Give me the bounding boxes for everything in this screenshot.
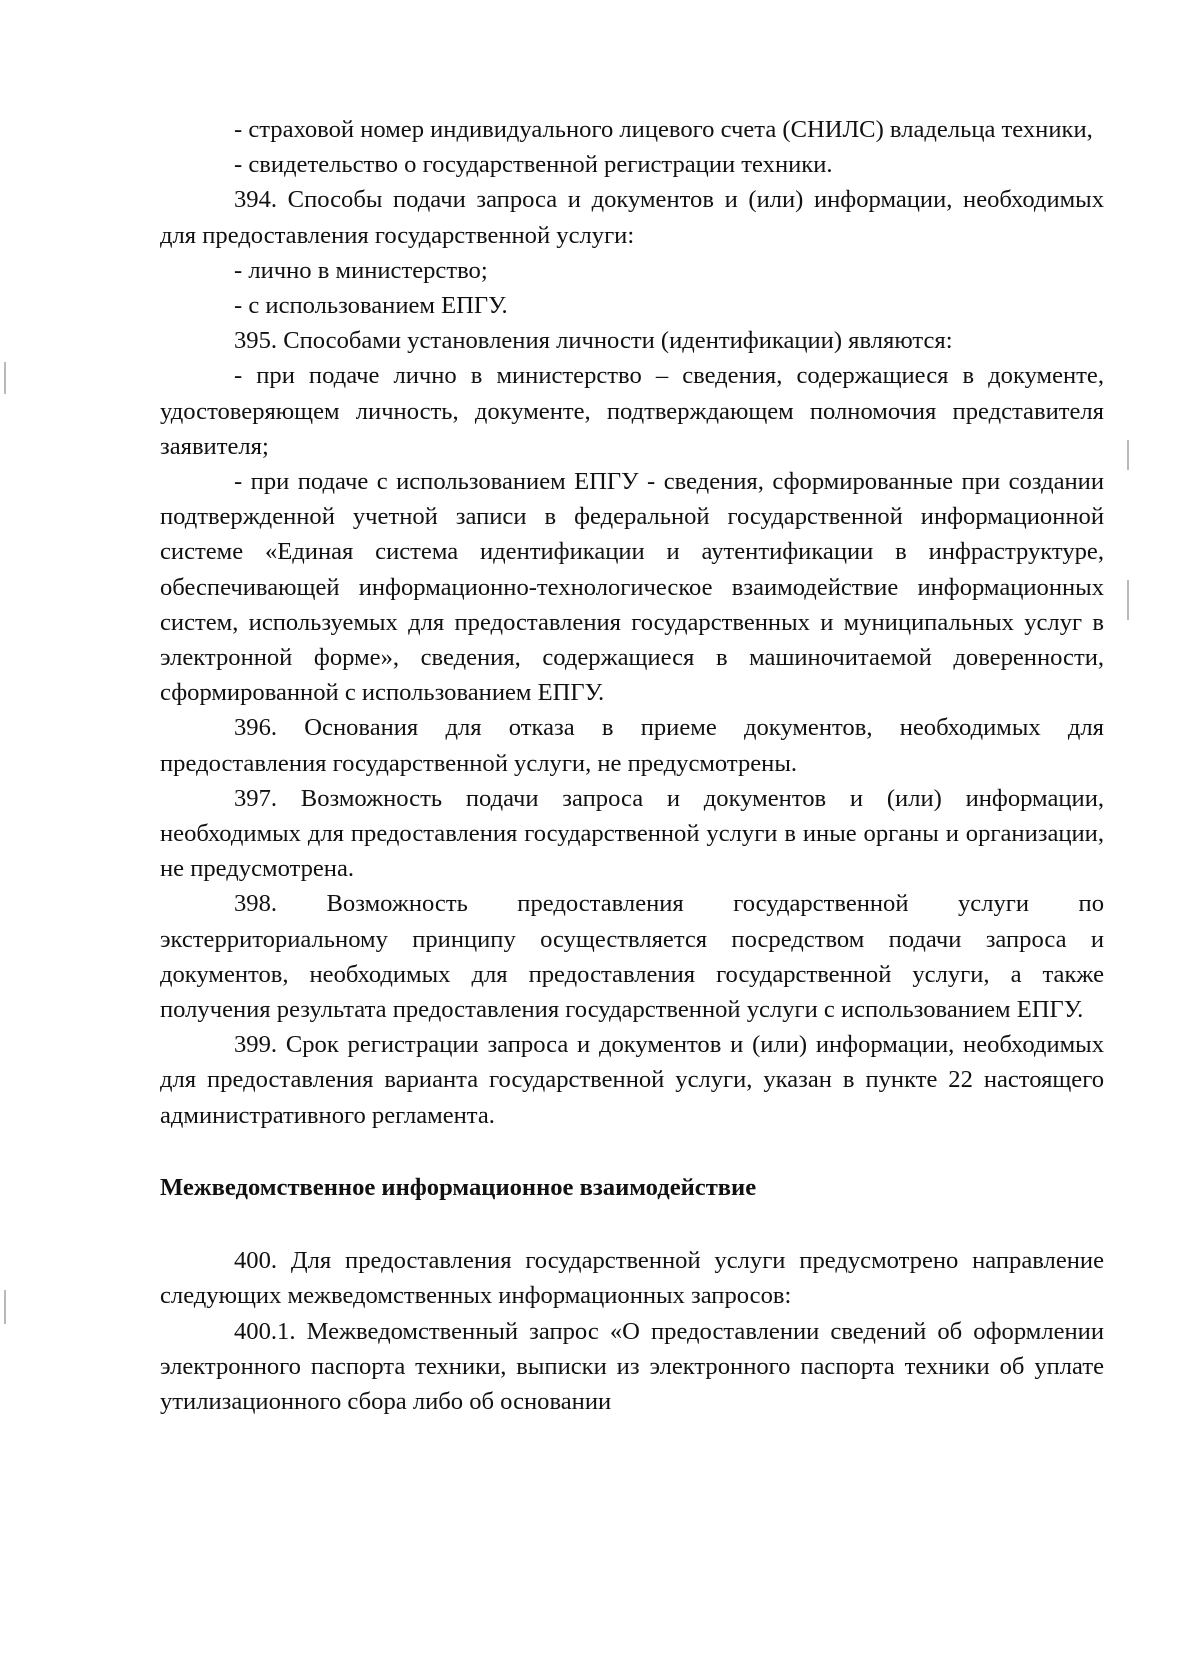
section-heading: Межведомственное информационное взаимодействие xyxy=(160,1173,757,1201)
paragraph-395: 395. Способами установления личности (идентификации) являются: xyxy=(234,327,953,355)
paragraph-400-1: 400.1. Межведомственный запрос «О предоставлении сведений об оформлении электронного паспорта техники, выписки из электронного паспорта техники об уплате утилизационного сбора либо об основании xyxy=(160,1317,1104,1415)
paragraph-in-person: - лично в министерство; xyxy=(234,256,488,284)
paragraph-identification-in-person: - при подаче лично в министерство – сведения, содержащиеся в документе, удостоверяющем личность, документе, подтверждающем полномочия представителя заявителя; xyxy=(160,362,1104,460)
paragraph-399: 399. Срок регистрации запроса и документов и (или) информации, необходимых для предоставления варианта государственной услуги, указан в пункте 22 настоящего административного регламента. xyxy=(160,1031,1104,1129)
paragraph-via-epgu: - с использованием ЕПГУ. xyxy=(234,292,508,320)
spacer xyxy=(160,1133,1104,1170)
paragraph-400: 400. Для предоставления государственной услуги предусмотрено направление следующих межведомственных информационных запросов: xyxy=(160,1247,1104,1310)
paragraph-snils: - страховой номер индивидуального лицевого счета (СНИЛС) владельца техники, xyxy=(234,116,1093,143)
paragraph-396: 396. Основания для отказа в приеме документов, необходимых для предоставления государственной услуги, не предусмотрены. xyxy=(160,714,1104,777)
paragraph-397: 397. Возможность подачи запроса и документов и (или) информации, необходимых для предоставления государственной услуги в иные органы и организации, не предусмотрена. xyxy=(160,784,1104,883)
scan-edge-mark xyxy=(1127,580,1129,620)
spacer xyxy=(160,1205,1104,1243)
paragraph-identification-epgu: - при подаче с использованием ЕПГУ - сведения, сформированные при создании подтвержденной учетной записи в федеральной государственной информационной системе «Единая система идентификации и аутентификации в инфраструктуре, обеспечивающей информационно-технологическое взаимодействие информационных систем, используемых для предоставления государственных и муниципальных услуг в электронной форме», сведения, содержащиеся в машиночитаемой доверенности, сформированной с использованием ЕПГУ. xyxy=(160,468,1104,707)
paragraph-registration-certificate: - свидетельство о государственной регистрации техники. xyxy=(234,151,833,179)
paragraph-398: 398. Возможность предоставления государственной услуги по экстерриториальному принципу осуществляется посредством подачи запроса и документов, необходимых для предоставления государственной услуги, а также получения результата предоставления государственной услуги с использованием ЕПГУ. xyxy=(160,890,1104,1024)
scan-edge-mark xyxy=(4,1290,6,1324)
paragraph-394: 394. Способы подачи запроса и документов и (или) информации, необходимых для предоставления государственной услуги: xyxy=(160,186,1104,249)
scan-edge-mark xyxy=(1127,440,1129,470)
document-page xyxy=(160,112,1104,1419)
scan-edge-mark xyxy=(4,362,6,394)
